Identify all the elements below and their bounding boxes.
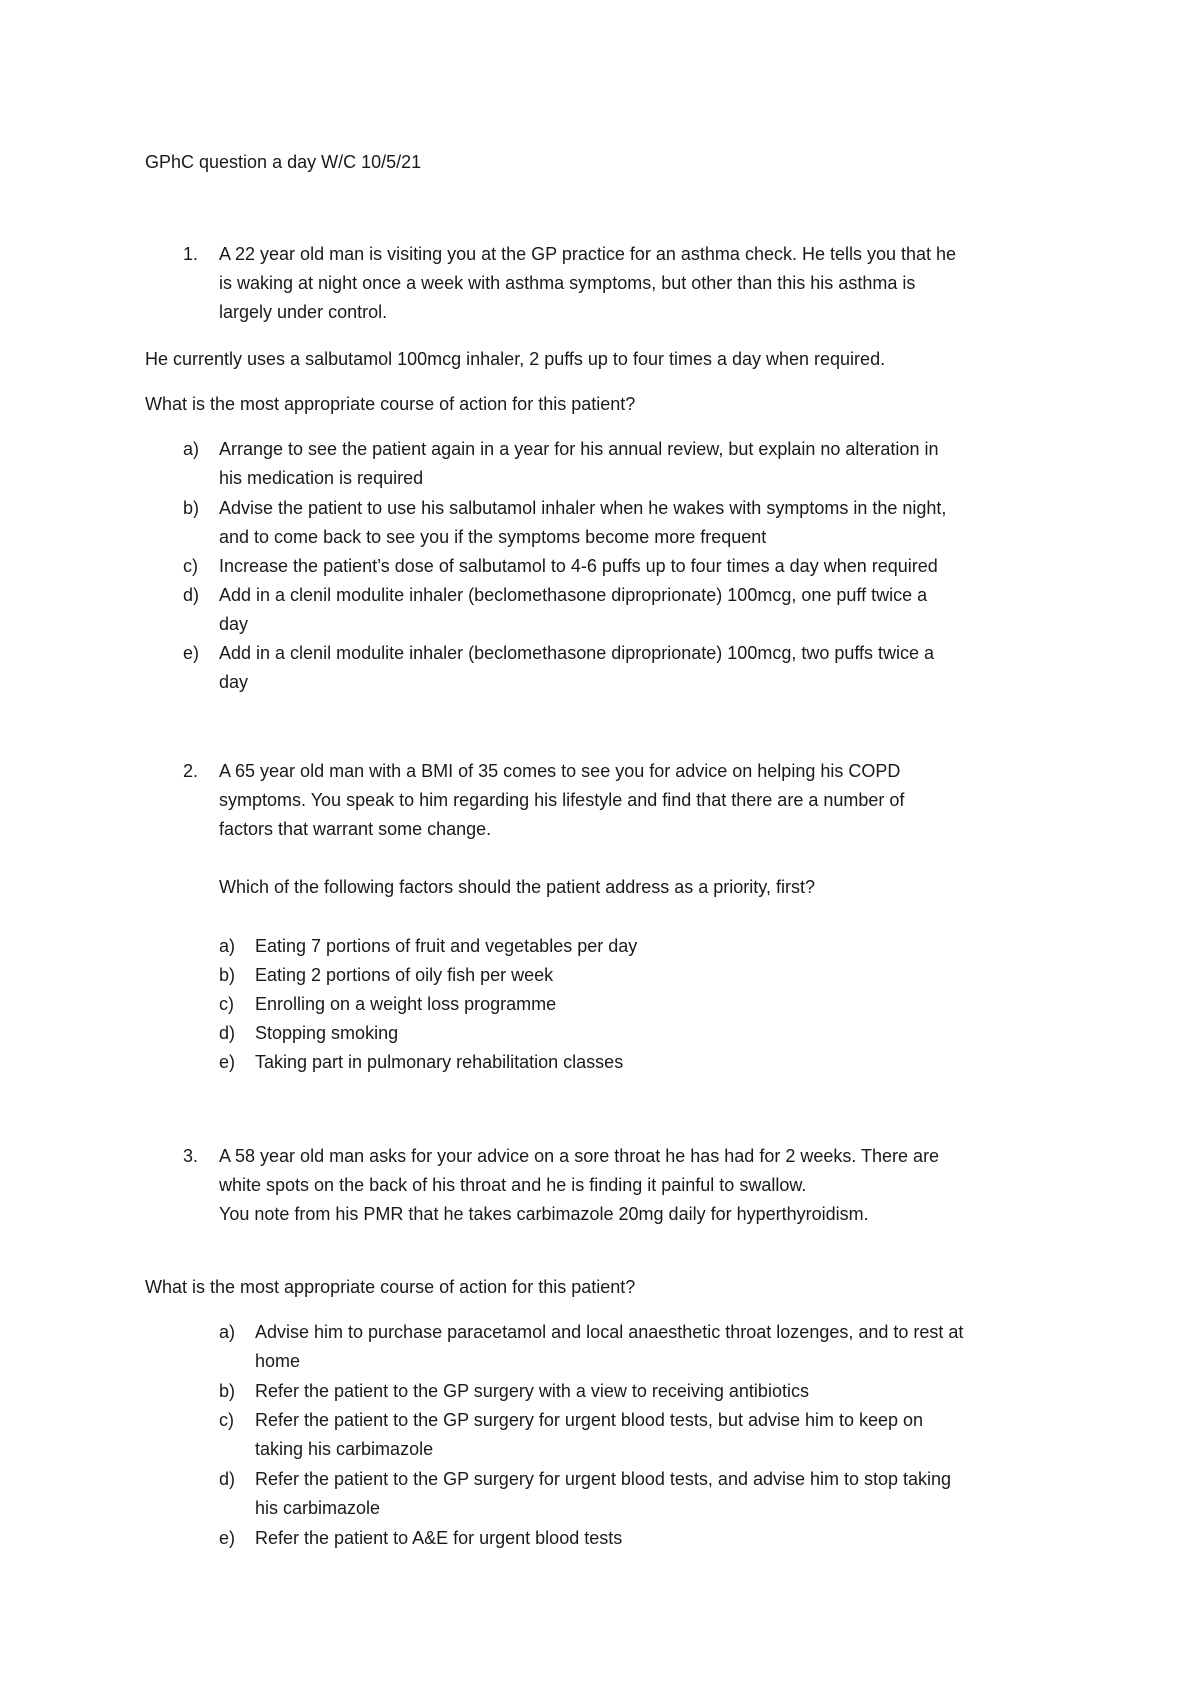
option-line: Increase the patient’s dose of salbutamol to 4-6 puffs up to four times a day when required <box>219 556 938 576</box>
option-line: Add in a clenil modulite inhaler (beclomethasone diproprionate) 100mcg, two puffs twice a <box>219 643 935 663</box>
option-text <box>219 639 1079 697</box>
stem-line: is waking at night once a week with asthma symptoms, but other than this his asthma is <box>219 273 916 293</box>
option-text: Eating 2 portions of oily fish per week <box>255 965 554 985</box>
stem-line: A 58 year old man asks for your advice on a sore throat he has had for 2 weeks. There are <box>219 1146 940 1166</box>
current-medication: He currently uses a salbutamol 100mcg inhaler, 2 puffs up to four times a day when required. <box>145 349 886 369</box>
option-letter: d) <box>183 585 200 605</box>
option-line: Refer the patient to the GP surgery for urgent blood tests, and advise him to stop taking <box>255 1469 952 1489</box>
option-text <box>219 494 1079 552</box>
option-line: and to come back to see you if the symptoms become more frequent <box>219 527 767 547</box>
option-line: Arrange to see the patient again in a year for his annual review, but explain no alteration in <box>219 439 939 459</box>
option-letter: a) <box>183 439 200 459</box>
stem-line: white spots on the back of his throat and he is finding it painful to swallow. <box>219 1175 807 1195</box>
option-line: Refer the patient to the GP surgery for urgent blood tests, but advise him to keep on <box>255 1410 924 1430</box>
stem-line: symptoms. You speak to him regarding his lifestyle and find that there are a number of <box>219 790 905 810</box>
option-letter: e) <box>183 643 200 663</box>
question-prompt: Which of the following factors should the patient address as a priority, first? <box>219 877 815 897</box>
document-title: GPhC question a day W/C 10/5/21 <box>145 152 422 172</box>
question-stem <box>219 757 1079 844</box>
option-letter: c) <box>183 556 198 576</box>
question-number: 3. <box>183 1146 199 1166</box>
option-letter: b) <box>219 965 236 985</box>
option-line: Refer the patient to A&E for urgent blood tests <box>255 1528 623 1548</box>
question-stem <box>219 1142 1079 1229</box>
option-line: day <box>219 614 249 634</box>
option-line: Advise him to purchase paracetamol and local anaesthetic throat lozenges, and to rest at <box>255 1322 964 1342</box>
option-letter: a) <box>219 936 236 956</box>
option-text <box>255 1318 1115 1376</box>
question-stem <box>219 240 1079 327</box>
option-text: Enrolling on a weight loss programme <box>255 994 557 1014</box>
option-letter: d) <box>219 1023 236 1043</box>
option-text <box>219 435 1079 493</box>
option-letter: b) <box>219 1381 236 1401</box>
option-line: his carbimazole <box>255 1498 381 1518</box>
stem-line: A 65 year old man with a BMI of 35 comes to see you for advice on helping his COPD <box>219 761 901 781</box>
question-prompt: What is the most appropriate course of action for this patient? <box>145 1277 636 1297</box>
question-number: 2. <box>183 761 199 781</box>
option-text: Eating 7 portions of fruit and vegetables per day <box>255 936 638 956</box>
option-letter: c) <box>219 1410 234 1430</box>
option-letter: c) <box>219 994 234 1014</box>
option-text <box>255 1465 1115 1523</box>
option-line: day <box>219 672 249 692</box>
option-text <box>219 581 1079 639</box>
option-letter: d) <box>219 1469 236 1489</box>
question-prompt: What is the most appropriate course of action for this patient? <box>145 394 636 414</box>
option-line: home <box>255 1351 301 1371</box>
option-text: Taking part in pulmonary rehabilitation classes <box>255 1052 624 1072</box>
option-text <box>255 1406 1115 1464</box>
option-letter: e) <box>219 1052 236 1072</box>
stem-line: A 22 year old man is visiting you at the GP practice for an asthma check. He tells you that he <box>219 244 957 264</box>
option-line: Refer the patient to the GP surgery with a view to receiving antibiotics <box>255 1381 809 1401</box>
option-text <box>255 1377 1115 1406</box>
stem-line: factors that warrant some change. <box>219 819 492 839</box>
option-line: his medication is required <box>219 468 424 488</box>
option-text <box>255 1524 1115 1553</box>
option-letter: a) <box>219 1322 236 1342</box>
option-letter: b) <box>183 498 200 518</box>
option-line: taking his carbimazole <box>255 1439 434 1459</box>
option-text: Stopping smoking <box>255 1023 399 1043</box>
option-line: Add in a clenil modulite inhaler (beclomethasone diproprionate) 100mcg, one puff twice a <box>219 585 928 605</box>
stem-line: You note from his PMR that he takes carbimazole 20mg daily for hyperthyroidism. <box>219 1204 869 1224</box>
option-text <box>219 552 1079 581</box>
question-number: 1. <box>183 244 199 264</box>
option-letter: e) <box>219 1528 236 1548</box>
option-line: Advise the patient to use his salbutamol inhaler when he wakes with symptoms in the night, <box>219 498 947 518</box>
stem-line: largely under control. <box>219 302 388 322</box>
